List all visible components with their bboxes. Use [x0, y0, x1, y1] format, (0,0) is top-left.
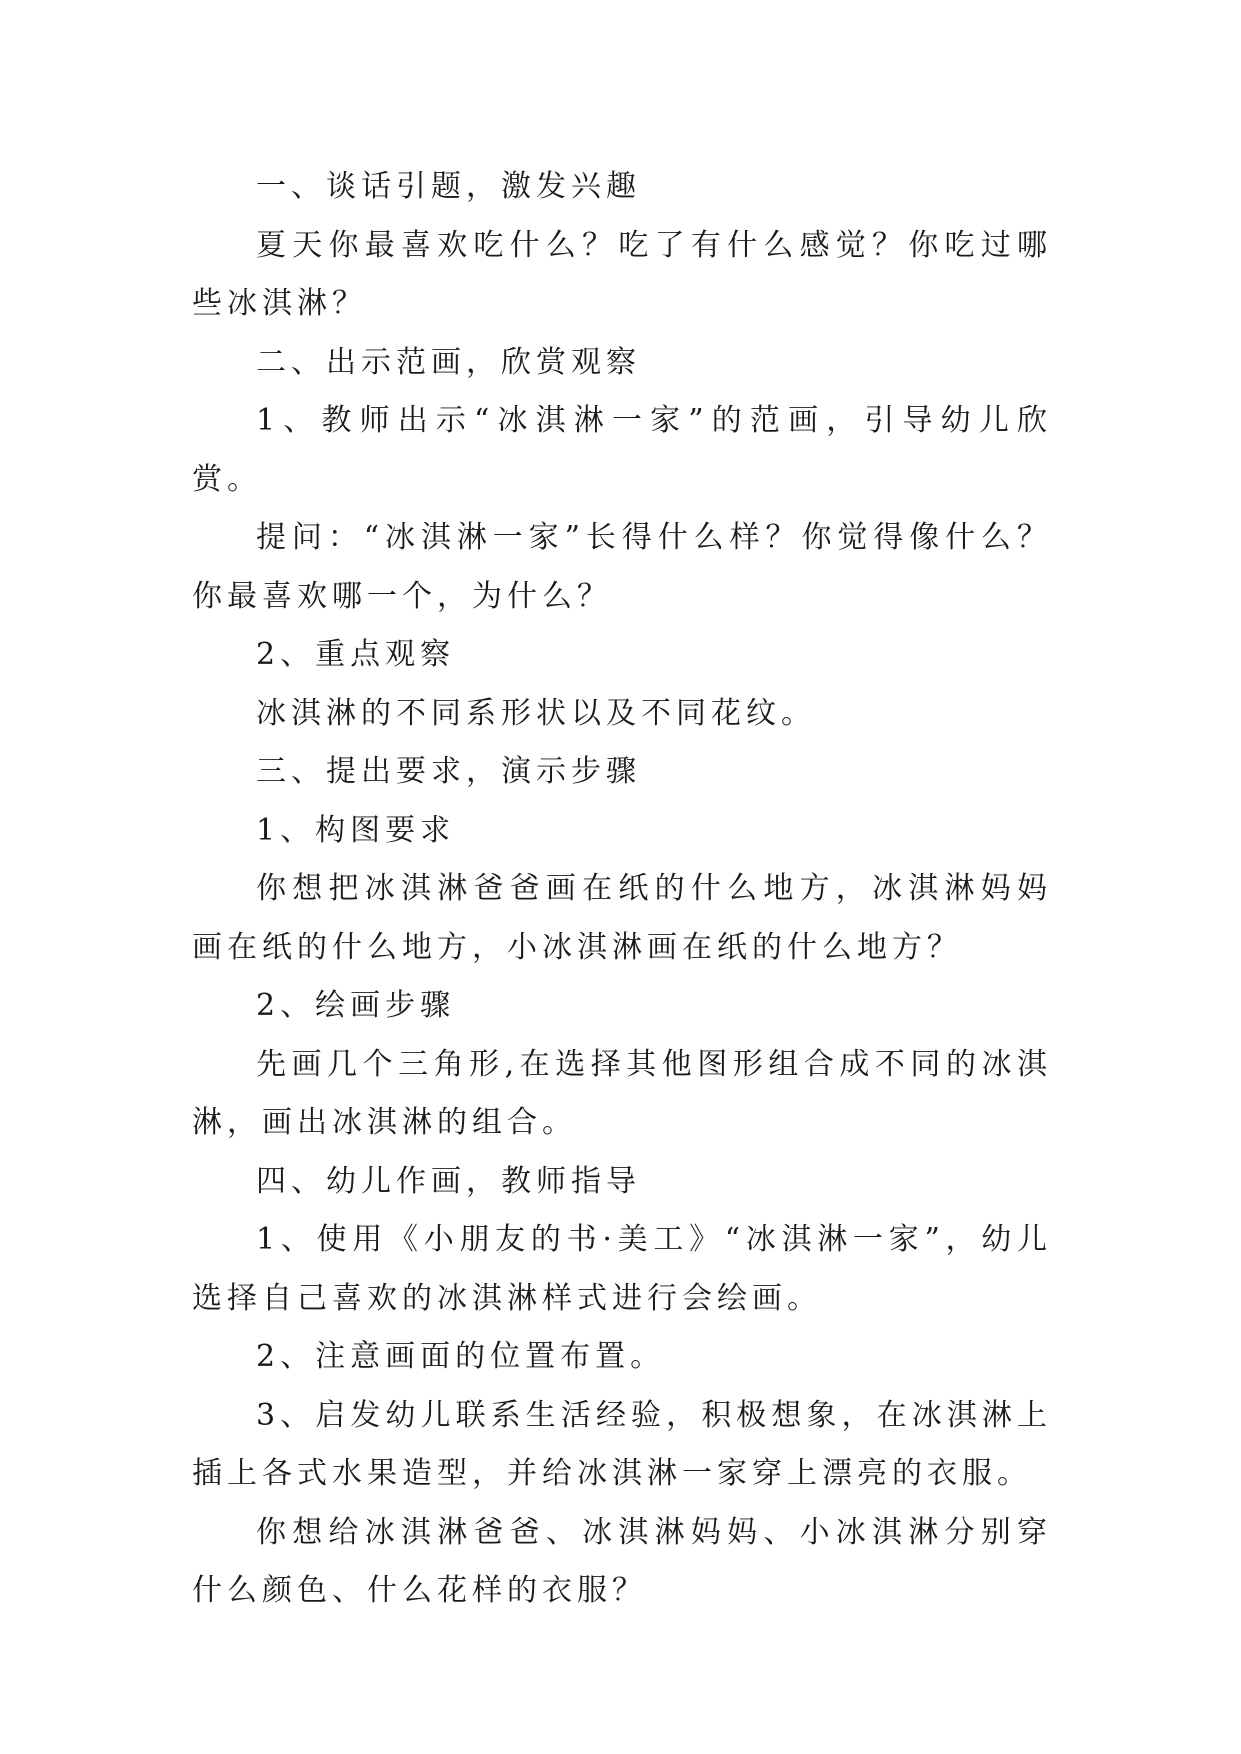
- document-body: [192, 158, 1052, 1621]
- paragraph: 2、注意画面的位置布置。: [256, 1339, 666, 1374]
- paragraph: 冰淇淋的不同系形状以及不同花纹。: [256, 695, 816, 731]
- sub-heading: 1、构图要求: [256, 812, 456, 848]
- paragraph: 1、使用《小朋友的书·美工》“冰淇淋一家”，幼儿选择自己喜欢的冰淇淋样式进行会绘画。: [192, 1222, 1052, 1316]
- section-heading-3: 三、提出要求，演示步骤: [256, 754, 641, 789]
- paragraph: 夏天你最喜欢吃什么？吃了有什么感觉？你吃过哪些冰淇淋？: [192, 227, 1052, 321]
- sub-heading: 2、绘画步骤: [256, 988, 456, 1023]
- paragraph: 先画几个三角形,在选择其他图形组合成不同的冰淇淋，画出冰淇淋的组合。: [192, 1046, 1052, 1140]
- section-heading-4: 四、幼儿作画，教师指导: [256, 1163, 641, 1199]
- sub-heading: 2、重点观察: [256, 637, 456, 672]
- paragraph: 你想把冰淇淋爸爸画在纸的什么地方，冰淇淋妈妈画在纸的什么地方，小冰淇淋画在纸的什么地方？: [192, 871, 1052, 965]
- section-heading-1: 一、谈话引题，激发兴趣: [256, 169, 641, 204]
- paragraph: 提问：“冰淇淋一家”长得什么样？你觉得像什么？你最喜欢哪一个，为什么？: [192, 520, 1052, 614]
- paragraph: 3、启发幼儿联系生活经验，积极想象，在冰淇淋上插上各式水果造型，并给冰淇淋一家穿上漂亮的衣服。: [192, 1397, 1052, 1491]
- paragraph: 你想给冰淇淋爸爸、冰淇淋妈妈、小冰淇淋分别穿什么颜色、什么花样的衣服？: [192, 1514, 1052, 1608]
- paragraph: 1、教师出示“冰淇淋一家”的范画，引导幼儿欣赏。: [192, 403, 1052, 497]
- section-heading-2: 二、出示范画，欣赏观察: [256, 344, 641, 380]
